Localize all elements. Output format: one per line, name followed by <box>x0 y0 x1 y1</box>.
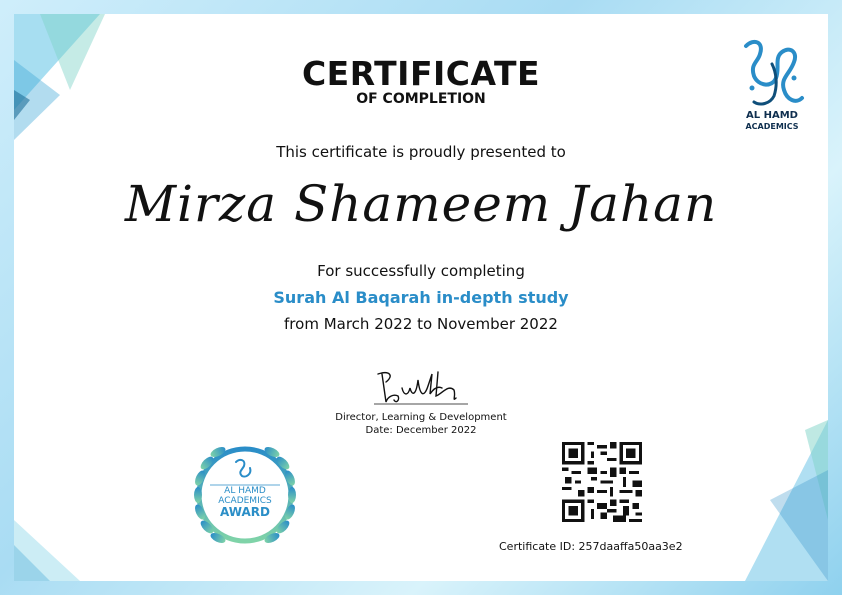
course-period: from March 2022 to November 2022 <box>284 315 558 333</box>
qr-code-icon <box>562 442 642 522</box>
signatory-title: Director, Learning & Development <box>335 412 507 423</box>
completing-text: For successfully completing <box>317 262 525 280</box>
certificate-title: CERTIFICATE <box>301 54 541 93</box>
certificate-subtitle: OF COMPLETION <box>356 91 486 107</box>
award-line-1: AL HAMD <box>224 486 266 496</box>
certificate-id: Certificate ID: 257daaffa50aa3e2 <box>499 540 683 553</box>
award-line-2: ACADEMICS <box>218 496 272 506</box>
signature-icon <box>372 366 472 408</box>
issue-date: Date: December 2022 <box>365 425 477 436</box>
course-name: Surah Al Baqarah in-depth study <box>273 288 569 307</box>
recipient-name: Mirza Shameem Jahan <box>124 175 718 233</box>
award-line-3: AWARD <box>220 505 270 519</box>
presented-text: This certificate is proudly presented to <box>276 143 566 161</box>
logo-subname: ACADEMICS <box>745 122 799 131</box>
logo-name: AL HAMD <box>746 110 798 121</box>
